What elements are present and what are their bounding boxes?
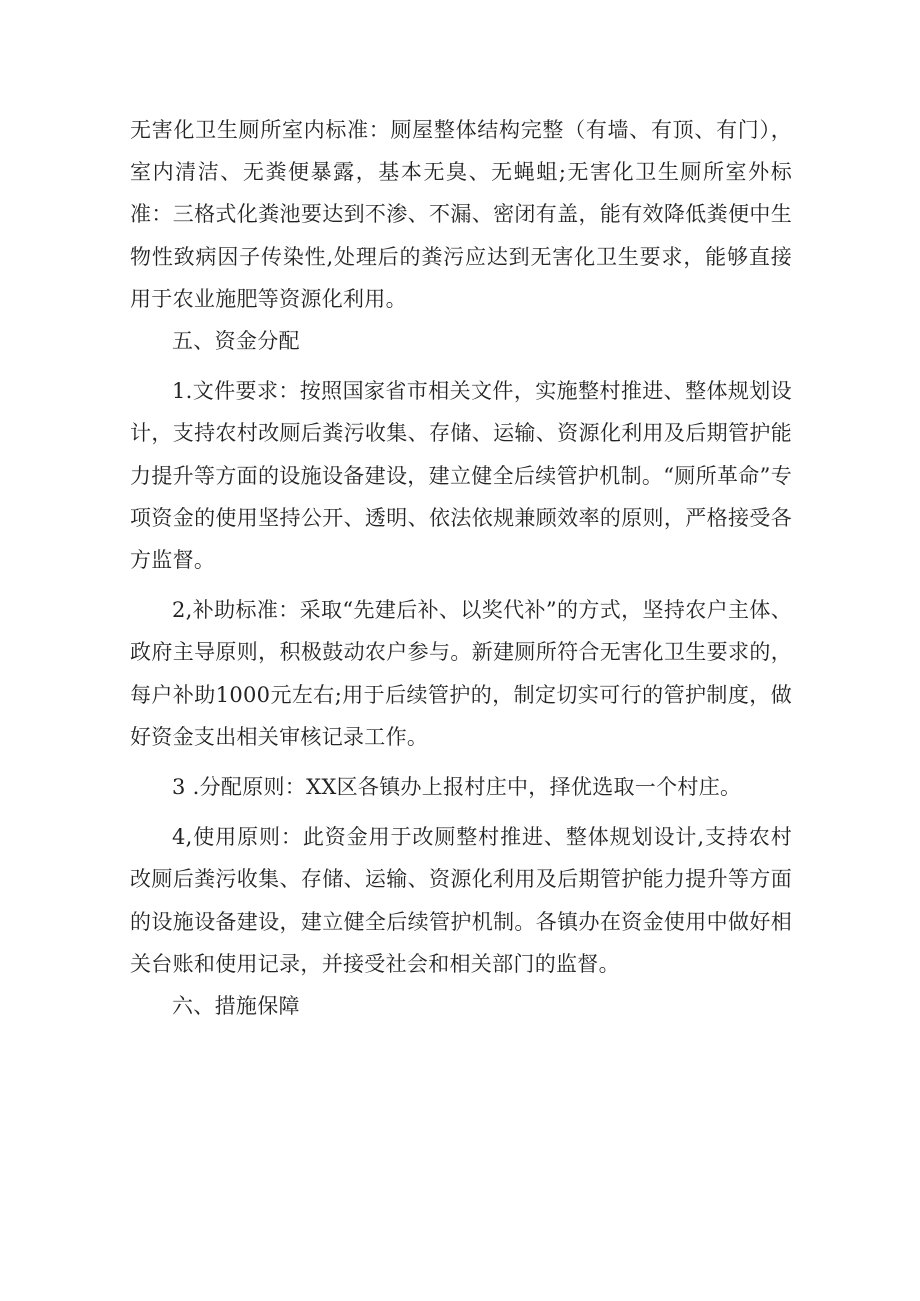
paragraph-document-requirements: 1.文件要求：按照国家省市相关文件，实施整村推进、整体规划设计，支持农村改厕后粪污收集、存储、运输、资源化利用及后期管护能力提升等方面的设施设备建设，建立健全后续管护机制。“厕所革命”专项资金的使用坚持公开、透明、依法依规兼顾效率的原则，严格接受各方监督。 (130, 379, 792, 573)
paragraph-usage-principle: 4,使用原则：此资金用于改厕整村推进、整体规划设计,支持农村改厕后粪污收集、存储、运输、资源化利用及后期管护能力提升等方面的设施设备建设，建立健全后续管护机制。各镇办在资金使用中做好相关台账和使用记录，并接受社会和相关部门的监督。 (130, 825, 792, 976)
paragraph-allocation-principle: 3 .分配原则：XX区各镇办上报村庄中，择优选取一个村庄。 (172, 775, 742, 800)
paragraph-subsidy-standard: 2,补助标准：采取“先建后补、以奖代补”的方式，坚持农户主体、政府主导原则，积极鼓动农户参与。新建厕所符合无害化卫生要求的，每户补助1000元左右;用于后续管护的，制定切实可行的管护制度，做好资金支出相关审核记录工作。 (130, 598, 792, 749)
paragraph-sanitary-toilet-standards: 无害化卫生厕所室内标准：厕屋整体结构完整（有墙、有顶、有门），室内清洁、无粪便暴露，基本无臭、无蝇蛆;无害化卫生厕所室外标准：三格式化粪池要达到不渗、不漏、密闭有盖，能有效降低粪便中生物性致病因子传染性,处理后的粪污应达到无害化卫生要求，能够直接用于农业施肥等资源化利用。 (130, 118, 792, 311)
section-heading-fund-allocation: 五、资金分配 (172, 329, 300, 354)
document-body (130, 109, 792, 1027)
section-heading-measures: 六、措施保障 (172, 994, 300, 1019)
